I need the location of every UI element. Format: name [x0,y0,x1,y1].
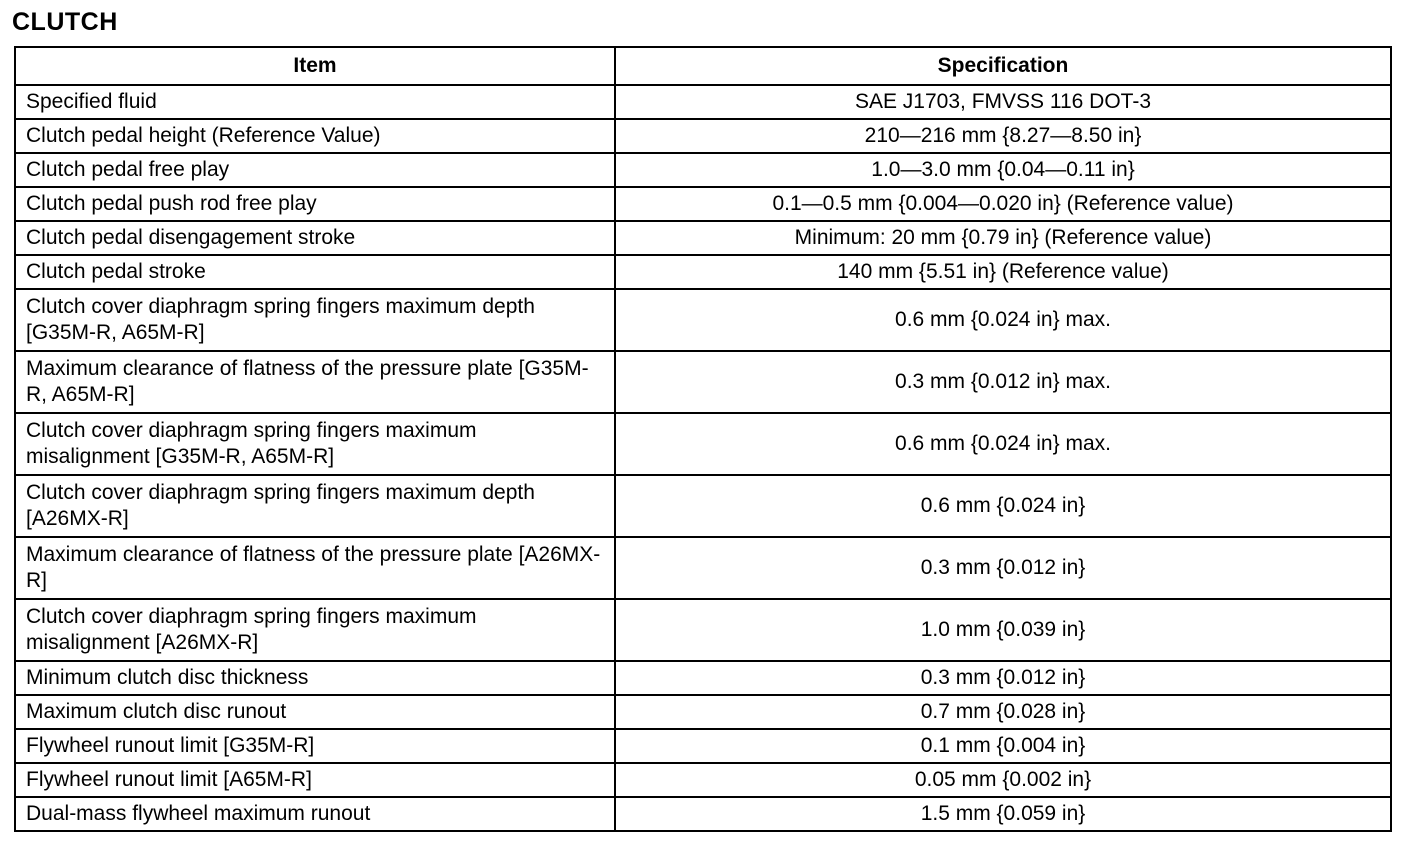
spec-cell: 0.6 mm {0.024 in} max. [615,413,1391,475]
table-row [15,475,1391,537]
spec-cell: 0.05 mm {0.002 in} [615,763,1391,797]
item-cell: Minimum clutch disc thickness [15,661,615,695]
item-cell: Clutch pedal push rod free play [15,187,615,221]
spec-cell: 0.1 mm {0.004 in} [615,729,1391,763]
page-title: CLUTCH [12,8,118,36]
spec-cell: 210—216 mm {8.27—8.50 in} [615,119,1391,153]
item-cell: Maximum clearance of flatness of the pressure plate [G35M-R, A65M-R] [15,351,615,413]
item-cell: Clutch pedal disengagement stroke [15,221,615,255]
item-cell: Clutch pedal free play [15,153,615,187]
item-cell: Clutch cover diaphragm spring fingers maximum depth [A26MX-R] [15,475,615,537]
clutch-spec-table [14,46,1392,832]
table-row [15,255,1391,289]
column-header-item: Item [15,47,615,85]
item-cell: Flywheel runout limit [A65M-R] [15,763,615,797]
table-row [15,221,1391,255]
spec-cell: 0.7 mm {0.028 in} [615,695,1391,729]
spec-cell: 0.3 mm {0.012 in} [615,661,1391,695]
spec-cell: 0.6 mm {0.024 in} [615,475,1391,537]
table-header-row [15,47,1391,85]
table-row [15,537,1391,599]
table-row [15,599,1391,661]
spec-cell: Minimum: 20 mm {0.79 in} (Reference value) [615,221,1391,255]
table-row [15,729,1391,763]
item-cell: Clutch pedal stroke [15,255,615,289]
table-row [15,351,1391,413]
table-row [15,153,1391,187]
table-row [15,289,1391,351]
item-cell: Specified fluid [15,85,615,119]
spec-cell: 140 mm {5.51 in} (Reference value) [615,255,1391,289]
item-cell: Dual-mass flywheel maximum runout [15,797,615,831]
table-row [15,187,1391,221]
table-row [15,85,1391,119]
spec-cell: 0.1—0.5 mm {0.004—0.020 in} (Reference value) [615,187,1391,221]
table-row [15,763,1391,797]
item-cell: Flywheel runout limit [G35M-R] [15,729,615,763]
spec-cell: 1.0—3.0 mm {0.04—0.11 in} [615,153,1391,187]
spec-cell: 1.5 mm {0.059 in} [615,797,1391,831]
table-row [15,797,1391,831]
spec-cell: 0.3 mm {0.012 in} max. [615,351,1391,413]
spec-cell: SAE J1703, FMVSS 116 DOT-3 [615,85,1391,119]
item-cell: Clutch cover diaphragm spring fingers maximum depth [G35M-R, A65M-R] [15,289,615,351]
column-header-specification: Specification [615,47,1391,85]
table-row [15,119,1391,153]
table-row [15,413,1391,475]
spec-cell: 1.0 mm {0.039 in} [615,599,1391,661]
item-cell: Maximum clutch disc runout [15,695,615,729]
item-cell: Clutch cover diaphragm spring fingers maximum misalignment [A26MX-R] [15,599,615,661]
spec-cell: 0.6 mm {0.024 in} max. [615,289,1391,351]
table-row [15,661,1391,695]
item-cell: Clutch cover diaphragm spring fingers maximum misalignment [G35M-R, A65M-R] [15,413,615,475]
item-cell: Maximum clearance of flatness of the pressure plate [A26MX-R] [15,537,615,599]
table-row [15,695,1391,729]
spec-cell: 0.3 mm {0.012 in} [615,537,1391,599]
item-cell: Clutch pedal height (Reference Value) [15,119,615,153]
